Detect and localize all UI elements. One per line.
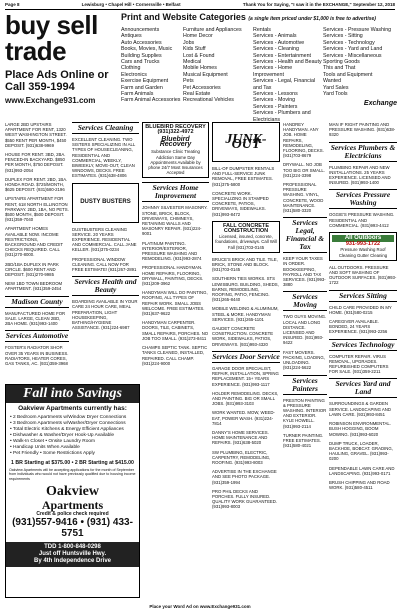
classified-ad: SW PLUMBING, ELECTRIC, CARPENTRY, REMODELING, ROOFING. (931)993-8003 xyxy=(212,449,271,465)
section-services-automotive: Services Automotive xyxy=(5,331,69,341)
classified-ad: DANNY'S HOME SERVICES. HOME MAINTENANCE AND REPAIRS. (931)638-5020 xyxy=(212,429,269,446)
category-item[interactable]: Mobile Homes xyxy=(183,65,217,72)
category-item[interactable]: Building Supplies xyxy=(121,52,162,59)
classified-ad: OGGIE'S PRESSURE WASHING. RESIDENTIAL AND COMMERCIAL. (931)993-4412 xyxy=(329,212,395,228)
category-item[interactable]: Recreational Vehicles xyxy=(183,97,234,104)
classified-ad: WORK WANTED. MOW, WEED-EAT, POWER WASH. (931)224-7814 xyxy=(212,410,275,426)
exchange-logo: Exchange xyxy=(363,100,397,107)
classified-ad: CAREGIVER AVAILABLE. BONDED, 24 YEARS EXPERIENCE. (931)993-2256 xyxy=(329,319,388,335)
classified-ad: TURNER PAINTING. FREE ESTIMATES. (931)580-4021 xyxy=(283,432,324,449)
all-outdoors-services: Pressure Washing Roof Cleaning Gutter Cleaning xyxy=(338,247,388,258)
classified-ad: ADVERTISE IN THE EXCHANGE AND SEE PHOTO PACKAGE. (931)359-1994 xyxy=(212,469,277,485)
column-plumbers-yard xyxy=(329,122,397,600)
section-services-door-service: Services Door Service xyxy=(212,351,280,361)
column-home-improvement xyxy=(142,122,209,600)
category-item[interactable]: This and That xyxy=(323,65,356,72)
section-services-yard-land: Services Yard and Land xyxy=(329,378,397,398)
classified-ad: MAN IF RIGHT PAINTING AND PRESSURE WASHING. (931)638-9320 xyxy=(329,122,396,138)
oakview-apartments-word: Apartments xyxy=(41,497,104,512)
oakview-apartments-ad xyxy=(5,384,140,598)
classified-ad: PROFESSIONAL HANDYMAN. HOME REPAIRS, FLOORING, DRYWALL, PAINTING, DECKS. (931)209-3962 xyxy=(142,265,204,287)
classified-ad: NEW 1BD TOWN BEDROOM APARTMENT. (931)359-2454 xyxy=(5,281,63,292)
oakview-phone[interactable]: (931)557-9416 • (931) 433-5751 xyxy=(12,516,133,539)
categories-block xyxy=(121,12,399,123)
section-services-cleaning: Services Cleaning xyxy=(72,122,139,134)
category-item[interactable]: Real Estate xyxy=(183,91,211,98)
classified-ad: JOHNNY SILVESTER MASONRY. STONE, BRICK, BLOCK, DRIVEWAYS, CHIMNEYS, RETAINING WALLS AND MASONRY REPAIR. (931)224-9001 xyxy=(142,205,208,237)
category-item[interactable]: Antiques xyxy=(121,33,142,40)
oakview-feature: • Total Electric Kitchens & Energy Efficient Appliances xyxy=(10,427,124,432)
classified-ad: CONCRETE WORK. SPECIALIZING IN STAMPED CONCRETE, PATIOS, DRIVEWAYS, SIDEWALKS. (931)993-8472 xyxy=(212,190,269,217)
classified-ad: FOSTER'S RADIATOR SHOP. OVER 35 YEARS IN BUSINESS. RADIATORS, HEATER CORES, GAS TANKS, AC. (931)359-3968 xyxy=(5,345,69,366)
category-item[interactable]: Announcements xyxy=(121,27,160,33)
category-item[interactable]: Sporting Goods xyxy=(323,59,360,66)
category-item[interactable]: Cars and Trucks xyxy=(121,59,160,66)
category-item[interactable]: Auto Accessories xyxy=(121,39,162,46)
oakview-name: Oakview xyxy=(46,483,99,499)
classified-ad: PRESTON PAINTING & PRESSURE WASHING. INTERIOR AND EXTERIOR. KYLE HOWELL. (931)993-2114 xyxy=(283,397,327,429)
category-item[interactable]: Services - Cleaning xyxy=(253,46,299,53)
oakview-feature: • 2 Bedroom Apartments w/Window Dryer Connections xyxy=(10,415,127,420)
category-item[interactable]: Services - Entertainment xyxy=(253,52,311,59)
page-header-line xyxy=(5,2,395,10)
page-cities: Lewisburg • Chapel Hill • Cornersville • Belfast xyxy=(81,2,181,7)
bluebird-recovery-ad: BLUEBIRD RECOVERY (931)322-4972 Bluebird Recovery Substance Clinic Treating Addiction Same Day Appointments Available by phone 24/7 Most Insurances Accepted xyxy=(142,122,209,178)
classified-ad: BILL-OF DUMPSTER RENTALS AND FULL-SERVICE JUNK REMOVAL, FREE ESTIMATES. (931)375-5800 xyxy=(212,166,275,187)
section-services-pressure-washing: Services Pressure Washing xyxy=(329,189,397,209)
category-item[interactable]: Services - Moving xyxy=(253,97,296,104)
category-item[interactable]: Pets xyxy=(183,78,194,85)
category-item[interactable]: Services - Painters xyxy=(253,103,298,110)
classified-ad: BOARDING AVAILABLE IN YOUR CARE 24 HOUR CARE, MEAL PREPARATION, LIGHT HOUSEKEEPING, BATHING/HYGIENE ASSISTANCE. (931)224-6987 xyxy=(72,299,138,331)
page-number: Page 8 xyxy=(5,2,20,7)
classified-ad: MOBILE WELDING & ALUMINUM, STEEL & MORE. HANDYMAN SERVICES. (931)265-1101 xyxy=(212,306,279,322)
category-item[interactable]: Services - Yard and Land xyxy=(323,46,383,53)
category-item[interactable]: Services - Home Improvement xyxy=(253,65,293,78)
categories-column-3 xyxy=(253,27,323,123)
category-item[interactable]: Farm and Garden xyxy=(121,84,163,91)
section-services-home-improvement: Services Home Improvement xyxy=(142,182,209,202)
classified-ad: GAUDET CONCRETE CONSTRUCTION. CONCRETE WORK, SIDEWALKS, PATIOS, DRIVEWAYS. (931)993-4320 xyxy=(212,326,274,347)
oakview-features-list xyxy=(6,414,139,458)
bluebird-logo: Bluebird Recovery xyxy=(159,136,192,149)
website-url[interactable]: www.Exchange931.com xyxy=(5,96,96,105)
categories-heading: Print and Website Categories (a single item priced under $1,000 is free to advertise) xyxy=(121,12,376,22)
category-item[interactable]: Services - Miscellaneous xyxy=(323,52,382,59)
classified-ad: PROFESSIONAL WINDOW CLEANING. CALL NOW FOR FREE ESTIMATE! (931)267-2891 xyxy=(72,256,137,273)
classified-ad: ROBINSON ENVIRONMENTAL. BUSH HOGGING, BOOM MOWING. (931)993-6020 xyxy=(329,421,391,437)
all-outdoors-ad xyxy=(329,232,397,261)
section-services-health-beauty: Services Health and Beauty xyxy=(72,276,139,296)
category-item[interactable]: Electronics xyxy=(121,71,147,78)
category-item[interactable]: Exercise Equipment xyxy=(121,78,169,85)
classified-ad: DUPLEX FOR RENT. 2BD, 1BA. HONDA ROAD. $725/MONTH, $625 DEPOSIT. (931)580-2196 xyxy=(5,176,68,193)
column-legal-moving xyxy=(283,122,327,600)
category-item[interactable]: Medical xyxy=(183,59,202,66)
oakview-feature: • Pet Friendly • Some Restrictions Apply xyxy=(10,451,95,456)
classified-ad: LARGE 2BD UPSTAIRS APARTMENT FOR RENT, 1320 WEST WASHINGTON STREET. $550 RENT PER MONTH, $450 DEPOSIT. (931)638-9969 xyxy=(5,122,67,148)
column-cleaning xyxy=(72,122,139,380)
classified-ad: HANDREY HANDYMAN. ANY JOB. HOME REPAIRS, REMODELING, FLOORING, DECKS. (931)703-8679 xyxy=(283,122,324,159)
category-item[interactable]: Services - Animals xyxy=(253,33,297,40)
category-item[interactable]: Kids Stuff xyxy=(183,46,206,53)
categories-column-2 xyxy=(183,27,253,123)
oakview-fine-print: Oakview Apartments will be accepting applications for the month of September from individuals who would not have previously qualified due to housing income requirements xyxy=(9,468,136,481)
classified-ad: PLUMBING REPAIR AND NEW INSTALLATIONS. 25 YEARS EXPERIENCE. LICENSED AND INSURED. (931)993-1400 xyxy=(329,164,391,186)
fall-concrete-ad: FALL CONCRETE CONSTRUCTION Licensed, insured, concrete, foundations, driveways. Call Will Fall (931)703-0145 xyxy=(212,221,280,253)
junk-out-logo: JUNK-OUT xyxy=(212,122,280,162)
oakview-pricing: 1 BR Starting at $375.00 • 2 BR Starting at $415.00 xyxy=(11,460,134,466)
category-item[interactable]: Services - Technology xyxy=(323,39,375,46)
all-outdoors-title: All Outdoors xyxy=(332,235,394,242)
place-ads-text: Place Ads Online or Call 359-1994 xyxy=(5,69,109,93)
category-item[interactable]: Yard Sales xyxy=(323,84,349,91)
dusty-busters-logo: DUSTY BUSTERS xyxy=(72,183,139,223)
classified-ad: TWO GUYS MOVING. LOCAL AND LONG DISTANCE. LICENSED AND INSURED. (931)993-9422 xyxy=(283,314,327,346)
categories-banner xyxy=(5,10,399,123)
category-item[interactable]: Musical Equipment xyxy=(183,71,228,78)
classified-ad: ALL OUTDOORS. PRESSURE AND SOFT WASHING OF OUTDOOR SURFACES. (931)993-1722 xyxy=(329,264,397,286)
section-madison-county: Madison County xyxy=(5,296,69,308)
category-item[interactable]: Lost & Found xyxy=(183,52,215,59)
fall-into-savings-title: Fall into Savings xyxy=(6,385,139,403)
section-services-technology: Services Technology xyxy=(329,339,397,351)
category-item[interactable]: Books, Movies, Music xyxy=(121,46,173,53)
classified-ad: MANUFACTURED HOME FOR SALE. LARGE, CLEAN 2BD, 2BA HOME. (931)993-1400 xyxy=(5,310,66,327)
category-item[interactable]: Farm Animal Accessories xyxy=(121,97,181,104)
classified-ad: UPSTAIRS APARTMENT FOR RENT, 618 NORTH ELLINGTON PARKWAY. 2BD, 1BA, NO PETS. $500 MONTH, $500 DEPOSIT. (931)359-7040 xyxy=(5,196,69,223)
section-services-sitting: Services Sitting xyxy=(329,290,397,302)
classified-ad: HANDYMAN CARPENTER. DOORS, TILE, CABINETS, SMALL REPAIRS, PORCHES. NO JOB TOO SMALL. (931)273-8411 xyxy=(142,320,209,341)
oakview-subtitle: Oakview Apartments currently has: xyxy=(18,405,127,412)
category-item[interactable]: Services - Sitting xyxy=(323,33,363,40)
oakview-feature: • Handicap Units When Available xyxy=(10,445,80,450)
category-item[interactable]: Services - Lessons xyxy=(253,91,298,98)
classified-ad: CHAMPS SEPTIC TANK. SEPTIC TANKS CLEANED, INSTALLED, REPAIRED. CALL CHAMP. (931)224-9000 xyxy=(142,345,208,366)
column-rentals xyxy=(5,122,69,370)
category-item[interactable]: Services - Legal, Financial and Tax xyxy=(253,78,316,91)
category-item[interactable]: Services - Health and Beauty xyxy=(253,59,322,66)
classified-ad: FAST MOVERS. PACKING, LOADING, UNLOADING. (931)224-5622 xyxy=(283,349,325,371)
section-services-painters: Services Painters xyxy=(283,375,327,395)
categories-column-4 xyxy=(323,27,399,123)
classified-ad: HOUSE FOR RENT. 3BD, 2BA. FENCED-IN BACKYARD. $850 PER MONTH, $750 DEPOSIT. (931)993-2054 xyxy=(5,152,66,173)
category-item[interactable]: Yard Tools xyxy=(323,91,348,98)
classified-ad: DUSTBUSTERS CLEANING SERVICE. 20 YEARS EXPERIENCE. RESIDENTIAL AND COMMERCIAL. CALL JANE KELLER. (931)375-0234 xyxy=(72,226,137,253)
classified-ad: SURROUNDINGS & GARDEN SERVICE. LANDSCAPING AND LAWN CARE. (931)993-8451 xyxy=(329,401,392,417)
classified-ad: APARTMENT HOMES AVAILABLE NOW. INCOME RESTRICTIONS, BACKGROUND AND CREDIT CHECKS REQUIRED. CALL (931)270-8000. xyxy=(5,226,63,258)
categories-column-1 xyxy=(121,27,183,123)
classified-ad: SOUTHERN TIES WORKS. STS LEWISBURG. BUILDING, SHEDS, BARNS, REMODELING, ROOFING, PATIO, FENCING. (931)265-8440 xyxy=(212,276,279,303)
oakview-feature: • 3 Bedroom Apartments w/Washer/Dryer Connections xyxy=(10,421,126,426)
classified-ad: BRUSH CHIPPING AND ROAD WORK. (931)580-4511 xyxy=(329,479,390,491)
classified-ad: DUMP TRUCK, LOADER, BACKHOE, BOBCAT. GRADING, HAULING, GRAVEL. (931)993-0200 xyxy=(329,440,393,462)
classified-ad: PLATINUM PAINTING. INTERIOR/EXTERIOR, PRESSURE WASHING AND REMODELING. (931)993-2874 xyxy=(142,240,202,262)
classified-ad: HANDYMAN WILL DO PAINTING, ROOFING, ALL TYPES OF REPAIR WORK. SMALL JOBS WELCOME. FREE ESTIMATES. (931)637-9622 xyxy=(142,290,208,317)
classified-ad: PRO PHIL DECKS AND PORCHES. FULLY INSURED. QUALITY WORK GUARANTEED. (931)993-8003 xyxy=(212,488,278,510)
classified-ad: PROFESSIONAL PRESSURE WASHING. VINYL, CONCRETE, WOOD MAINTENANCE. (931)580-3320 xyxy=(283,182,324,214)
category-item[interactable]: Services - Plumbers and Electricians xyxy=(253,110,311,123)
classified-ad: DEPENDABLE LAWN CARE AND LANDSCAPING. (931)993-0171 xyxy=(329,465,395,476)
all-outdoors-phone: 931-993-1722 xyxy=(345,241,381,248)
oakview-feature: • Walk-In Closet • Onsite Laundry Room xyxy=(10,439,96,444)
category-item[interactable]: Services - Pressure Washing xyxy=(323,27,392,33)
category-item[interactable]: Services - Automotive xyxy=(253,39,305,46)
page-tagline: Thank You for Saying, "I saw it in the EXCHANGE," September 12, 2018 xyxy=(242,2,395,7)
category-item[interactable]: Rentals xyxy=(253,27,271,33)
classified-ad: KEEP YOUR TAXES IN ORDER. BOOKKEEPING, PAYROLL AND TAX SERVICES. (931)993-3880 xyxy=(283,256,326,288)
category-item[interactable]: Pet Accessories xyxy=(183,84,221,91)
category-item[interactable]: Tools and Equipment xyxy=(323,71,373,78)
classified-ad: BRUCE'S BRICK AND TILE. TILE, BRICK, STONE AND BLOCK. (931)703-0145 xyxy=(212,256,278,273)
category-item[interactable]: Furniture and Appliances xyxy=(183,27,242,33)
section-services-legal: Services Legal, Financial & Tax xyxy=(283,217,327,253)
classified-ad: DRYWALL. NO JOB TOO BIG OR SMALL. (931)224-3398 xyxy=(283,162,325,178)
section-services-plumbers: Services Plumbers & Electricians xyxy=(330,142,396,160)
oakview-credit-note: Credit & police check required xyxy=(36,510,109,517)
category-item[interactable]: Home Decor xyxy=(183,33,213,40)
classified-ad: EXCELLENT CLEANING. TWO SISTERS SPECIALIZING IN ALL TYPES OF HOUSECLEANING, RESIDENTIAL AND COMMERCIAL, WEEKLY, BIWEEKLY, MOVE-OUT, CLEAN WINDOWS, DECKS. FREE ESTIMATES. (931)638-4806 xyxy=(72,137,136,179)
classified-ad: GARAGE DOOR SPECIALIST, REPAIR, INSTALLATION, SPRING REPLACEMENT. 15+ YEARS EXPERIENCE. (931)993-1117 xyxy=(212,365,279,387)
page-footer[interactable]: Place your Word Ad on www.Exchange931.com xyxy=(149,604,251,609)
section-services-moving: Services Moving xyxy=(283,291,327,311)
oakview-contact-block: TDD 1-800-848-0298 Just off Huntsville Hwy. By 4th Independence Drive xyxy=(6,542,139,567)
oakview-feature: • Dishwasher & Washer/Dryer Hook-Up Available xyxy=(10,433,115,438)
classified-ad: HOLDER REMODELING. DECKS, AND PAINTING. BIG OR SMALL JOBS. (931)993-3103 xyxy=(212,390,279,407)
classified-ad: COMPUTER REPAIR. VIRUS REMOVAL, UPGRADES. REFURBISHED COMPUTERS FOR SALE. (931)359-2211 xyxy=(329,353,389,375)
buy-sell-trade-title: buy sell trade xyxy=(5,10,98,66)
column-junk-door xyxy=(212,122,280,600)
category-item[interactable]: Clothing xyxy=(121,65,141,72)
classified-ad: 2BD/1BA DUPLEX IN PARK CIRCLE. $600 RENT AND DEPOSIT. (931)270-9985 xyxy=(5,261,59,278)
category-item[interactable]: Jobs xyxy=(183,39,195,46)
categories-note: (a single item priced under $1,000 is free to advertise) xyxy=(248,16,376,22)
category-item[interactable]: Farm Animals xyxy=(121,91,154,98)
classified-ad: CHILD CARE PROVIDED IN MY HOME. (931)580-0215 xyxy=(329,304,392,315)
categories-grid xyxy=(121,27,399,123)
category-item[interactable]: Wanted xyxy=(323,78,342,85)
